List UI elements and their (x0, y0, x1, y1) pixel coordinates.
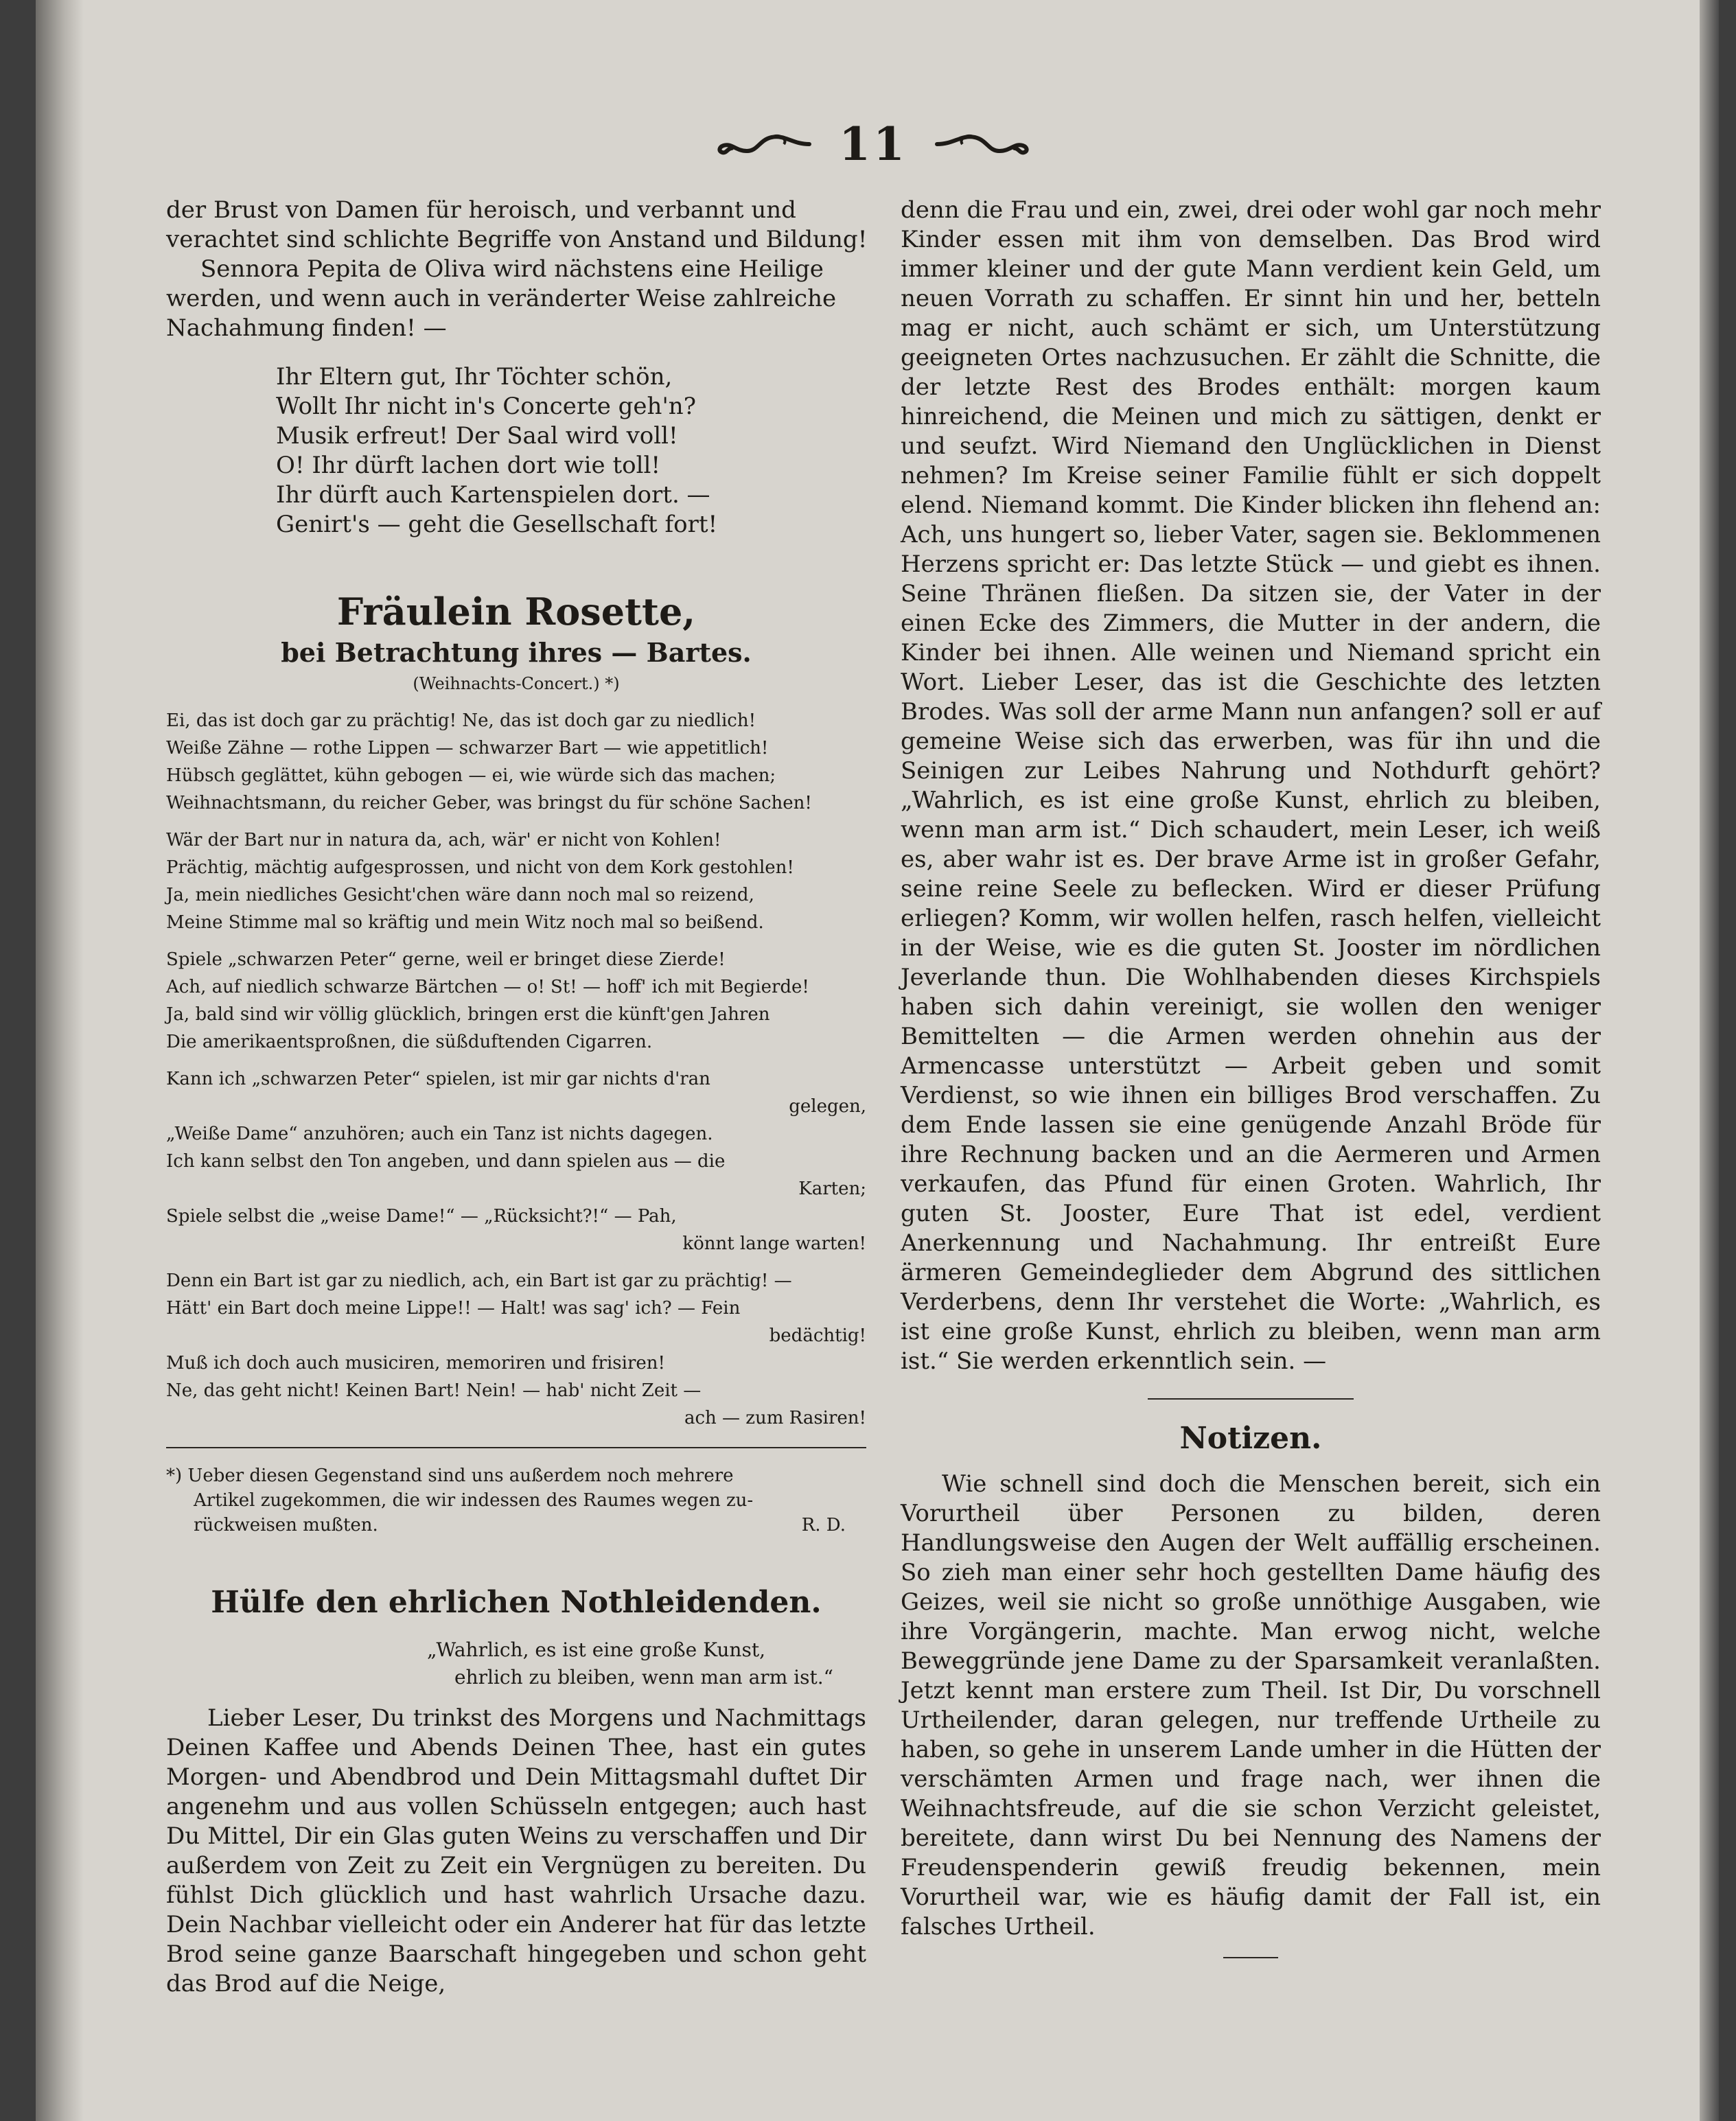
poem-line: könnt lange warten! (682, 1233, 866, 1254)
poem-line: Ach, auf niedlich schwarze Bärtchen — o! St! — hoff' ich mit Begierde! (166, 977, 809, 997)
footnote-line: *) Ueber diesen Gegenstand sind uns außerdem noch mehrere (166, 1465, 734, 1486)
stanza (166, 1065, 866, 1257)
verse-line: Ihr dürft auch Kartenspielen dort. — (276, 481, 710, 509)
poem-line: bedächtig! (769, 1325, 866, 1346)
poem-note: (Weihnachts-Concert.) *) (413, 674, 620, 693)
poem-line: Spiele selbst die „weise Dame!“ — „Rücksicht?!“ — Pah, (166, 1206, 677, 1227)
verse-line: Ihr Eltern gut, Ihr Töchter schön, (276, 363, 673, 391)
stanza (166, 946, 866, 1056)
poem-line: Wär der Bart nur in natura da, ach, wär' er nicht von Kohlen! (166, 830, 721, 850)
poem-line: Ja, bald sind wir völlig glücklich, bringen erst die künft'gen Jahren (166, 1004, 770, 1025)
stanza (166, 1267, 866, 1432)
article-continued: denn die Frau und ein, zwei, drei oder wohl gar noch mehr Kinder essen mit ihm von demselben. Das Brod wird immer kleiner und der gute Mann verdient kein Geld, um neuen Vorrath zu schaffen. Er sinnt hin und her, betteln mag er nicht, auch schämt er sich, um Unterstützung geeigneten Ortes nachzusuchen. Er zählt die Schnitte, die der letzte Rest des Brodes enthält: morgen kaum hinreichend, die Meinen und mich zu sättigen, denkt er und seufzt. Wird Niemand den Unglücklichen in Dienst nehmen? Im Kreise seiner Familie fühlt er sich doppelt elend. Niemand kommt. Die Kinder blicken ihn flehend an: Ach, uns hungert so, lieber Vater, sagen sie. Beklommenen Herzens spricht er: Das letzte Stück — und giebt es ihnen. Seine Thränen fließen. Da sitzen sie, der Vater in der einen Ecke des Zimmers, die Mutter in der andern, die Kinder bei ihnen. Alle weinen und Niemand spricht ein Wort. Lieber Leser, das ist die Geschichte des letzten Brodes. Was soll der arme Mann nun anfangen? soll er auf gemeine Weise sich das erwerben, was für ihn und die Seinigen zur Leibes Nahrung und Nothdurft gehört? „Wahrlich, es ist eine große Kunst, ehrlich zu bleiben, wenn man arm ist.“ Dich schaudert, mein Leser, ich weiß es, aber wahr ist es. Der brave Arme ist in großer Gefahr, seine reine Seele zu beflecken. Wird er dieser Prüfung erliegen? Komm, wir wollen helfen, rasch helfen, vielleicht in der Weise, wie es die guten St. Jooster im nördlichen Jeverlande thun. Die Wohlhabenden dieses Kirchspiels haben sich dahin vereinigt, sie wollen den weniger Bemittelten — die Armen werden ohnehin aus der Armencasse unterstützt — Arbeit geben und somit Verdienst, so wie ihnen ein billiges Brod verschaffen. Zu dem Ende lassen sie eine genügende Anzahl Bröde für ihre Rechnung backen und an die Aermeren und Armen verkaufen, das Pfund für einen Groten. Wahrlich, Ihr guten St. Jooster, Eure That ist edel, verdient Anerkennung und Nachahmung. Ihr entreißt Eure ärmeren Gemeindeglieder dem Abgrund des sittlichen Verderbens, denn Ihr verstehet die Worte: „Wahrlich, es ist eine große Kunst, ehrlich zu bleiben, wenn man arm ist.“ Sie werden erkenntlich sein. — (901, 196, 1601, 1375)
divider (166, 1447, 866, 1448)
newspaper-page (36, 0, 1700, 2121)
epigraph-line: ehrlich zu bleiben, wenn man arm ist.“ (454, 1666, 833, 1689)
footnote-text: rückweisen mußten. (194, 1515, 378, 1535)
verse-line: Musik erfreut! Der Saal wird voll! (276, 422, 678, 450)
text-line: Nachahmung finden! — (166, 314, 447, 342)
poem-line: Muß ich doch auch musiciren, memoriren und frisiren! (166, 1353, 665, 1374)
notes-title: Notizen. (1179, 1421, 1322, 1456)
end-divider (1223, 1957, 1278, 1958)
poem-line: Ei, das ist doch gar zu prächtig! Ne, das ist doch gar zu niedlich! (166, 710, 756, 731)
footnote-signature: R. D. (801, 1515, 846, 1535)
poem-line: Hätt' ein Bart doch meine Lippe!! — Halt! was sag' ich? — Fein (166, 1298, 741, 1319)
footnote-line (166, 1513, 866, 1538)
left-column (166, 196, 866, 1999)
poem-line: Denn ein Bart ist gar zu niedlich, ach, ein Bart ist gar zu prächtig! — (166, 1271, 792, 1291)
binding-gutter (36, 0, 84, 2121)
stanza (166, 826, 866, 936)
footnote (166, 1463, 866, 1538)
verse (276, 362, 866, 540)
poem-line: Ja, mein niedliches Gesicht'chen wäre dann noch mal so reizend, (166, 885, 754, 905)
poem-line: Ich kann selbst den Ton angeben, und dann spielen aus — die (166, 1151, 726, 1172)
right-ornament-icon (934, 130, 1030, 158)
poem-line: Hübsch geglättet, kühn gebogen — ei, wie würde sich das machen; (166, 765, 776, 786)
poem-line: Ne, das geht nicht! Keinen Bart! Nein! — hab' nicht Zeit — (166, 1380, 702, 1401)
verse-line: O! Ihr dürft lachen dort wie toll! (276, 452, 661, 479)
poem-line: Spiele „schwarzen Peter“ gerne, weil er bringet diese Zierde! (166, 949, 726, 970)
poem-body (166, 707, 866, 1432)
text-line: Sennora Pepita de Oliva wird nächstens eine Heilige (200, 255, 824, 283)
right-column (901, 196, 1601, 1973)
notes-body: Wie schnell sind doch die Menschen bereit, sich ein Vorurtheil über Personen zu bilden, deren Handlungsweise den Augen der Welt auffällig erscheinen. So zieh man einer sehr hoch gestellten Dame häufig des Geizes, weil sie nicht so große unnöthige Ausgaben, wie ihre Vorgängerin, machte. Man erwog nicht, welche Beweggründe jene Dame zu der Sparsamkeit veranlaßten. Jetzt kennt man erstere zum Theil. Ist Dir, Du vorschnell Urtheilender, daran gelegen, nur treffende Urtheile zu haben, so gehe in unserem Lande umher in die Hütten der verschämten Armen und frage nach, wer ihnen die Weihnachtsfreude, auf die sie schon Verzicht geleistet, bereitete, dann wirst Du bei Nennung des Namens der Freudenspenderin gewiß freudig bekennen, mein Vorurtheil war, wie es häufig damit der Fall ist, ein falsches Urtheil. (901, 1470, 1601, 1940)
footnote-line: Artikel zugekommen, die wir indessen des Raumes wegen zu- (194, 1490, 754, 1511)
poem-subtitle: bei Betrachtung ihres — Bartes. (281, 637, 752, 668)
poem-title: Fräulein Rosette, (336, 590, 696, 634)
poem-line: ach — zum Rasiren! (684, 1408, 866, 1428)
poem-line: Karten; (798, 1179, 866, 1199)
poem-line: Die amerikaentsproßnen, die süßduftenden Cigarren. (166, 1032, 653, 1052)
poem-line: Meine Stimme mal so kräftig und mein Witz noch mal so beißend. (166, 912, 764, 933)
text-line: verachtet sind schlichte Begriffe von Anstand und Bildung! (166, 226, 868, 253)
poem-line: gelegen, (789, 1096, 866, 1117)
page-header (708, 113, 1038, 175)
article-body: Lieber Leser, Du trinkst des Morgens und Nachmittags Deinen Kaffee und Abends Deinen Thee, hast ein gutes Morgen- und Abendbrod und Dein Mittagsmahl duftet Dir angenehm und aus vollen Schüsseln entgegen; auch hast Du Mittel, Dir ein Glas guten Weins zu verschaffen und Dir außerdem von Zeit zu Zeit ein Vergnügen zu bereiten. Du fühlst Dich glücklich und hast wahrlich Ursache dazu. Dein Nachbar vielleicht oder ein Anderer hat für das letzte Brod seine ganze Baarschaft hingegeben und schon geht das Brod auf die Neige, (166, 1704, 866, 1997)
epigraph (166, 1636, 866, 1691)
page-number: 11 (839, 117, 907, 171)
text-line: der Brust von Damen für heroisch, und verbannt und (166, 196, 796, 224)
poem-line: Kann ich „schwarzen Peter“ spielen, ist mir gar nichts d'ran (166, 1069, 710, 1089)
divider (1148, 1398, 1354, 1400)
poem-line: Prächtig, mächtig aufgesprossen, und nicht von dem Kork gestohlen! (166, 857, 794, 878)
poem-line: „Weiße Dame“ anzuhören; auch ein Tanz ist nichts dagegen. (166, 1124, 713, 1144)
epigraph-line: „Wahrlich, es ist eine große Kunst, (427, 1638, 765, 1661)
stanza (166, 707, 866, 817)
verse-line: Wollt Ihr nicht in's Concerte geh'n? (276, 393, 696, 420)
left-ornament-icon (717, 130, 813, 158)
intro-text (166, 196, 866, 343)
poem-line: Weiße Zähne — rothe Lippen — schwarzer Bart — wie appetitlich! (166, 738, 769, 758)
poem-line: Weihnachtsmann, du reicher Geber, was bringst du für schöne Sachen! (166, 793, 812, 813)
text-line: werden, und wenn auch in veränderter Weise zahlreiche (166, 285, 837, 312)
article-title: Hülfe den ehrlichen Nothleidenden. (211, 1585, 822, 1620)
verse-line: Genirt's — geht die Gesellschaft fort! (276, 511, 718, 538)
